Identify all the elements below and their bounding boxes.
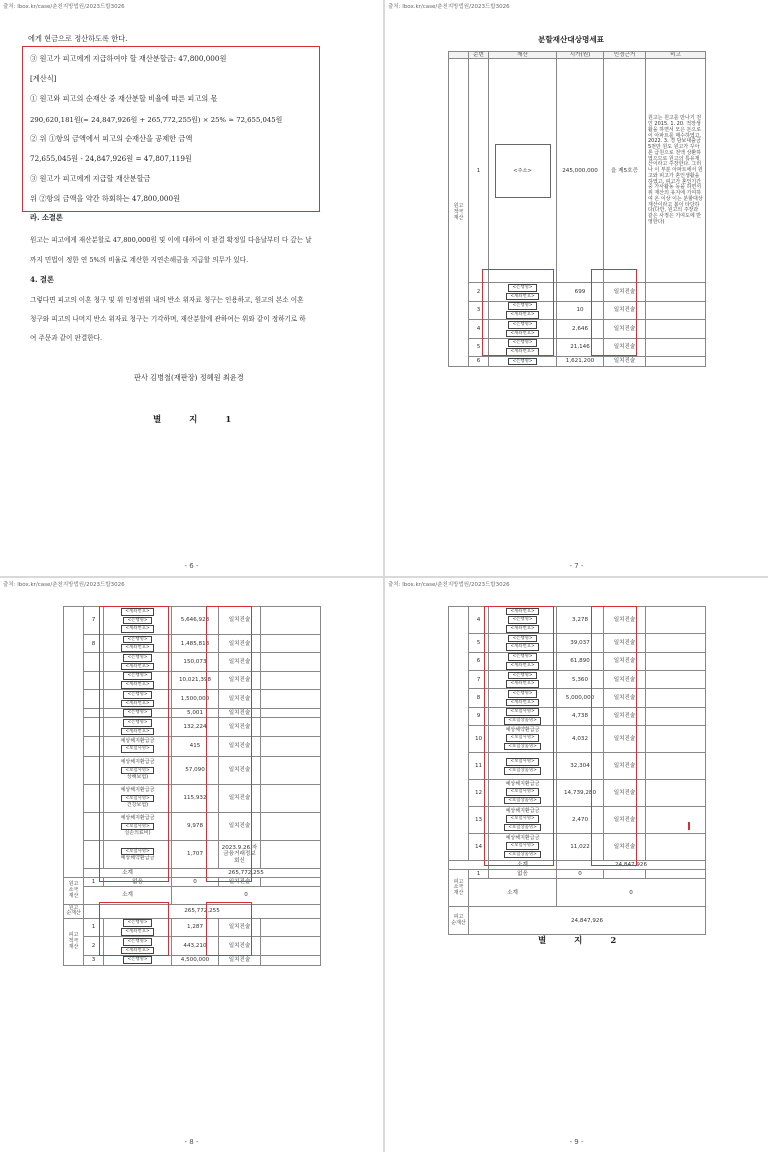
header-no: 순번 xyxy=(469,52,489,59)
asset-cell: <은행명> <계좌번호> xyxy=(104,937,172,955)
calculation-highlight-box xyxy=(22,46,320,212)
subtotal-label: 소계 xyxy=(489,861,557,870)
conclusion-line-1: 그렇다면 피고의 이혼 청구 및 위 인정범위 내의 반소 위자료 청구는 인용하고, 원고의 본소 이혼 xyxy=(30,296,304,304)
annex-1-label: 별 지 1 xyxy=(153,415,232,425)
page-number: - 8 - xyxy=(184,1138,199,1146)
value-cell: 21,146 xyxy=(557,338,604,356)
value-cell: 699 xyxy=(557,283,604,301)
header-blank xyxy=(449,52,469,59)
row-no: 7 xyxy=(84,607,104,635)
basis-cell: 일치진술 xyxy=(219,635,261,653)
asset-cell: <보험사명> <보험상품명> xyxy=(489,753,557,780)
basis-cell: 을 제5호증 xyxy=(604,59,646,283)
asset-highlight-box xyxy=(482,269,554,356)
subtotal-value: 265,772,255 xyxy=(172,868,321,877)
basis-cell: 일치진술 xyxy=(219,653,261,671)
source-header: 출처: lbox.kr/case/춘천지방법원/2023드합3026 xyxy=(3,4,125,10)
section-ra-heading: 라. 소결론 xyxy=(30,213,63,222)
asset-cell: <은행명> xyxy=(489,357,557,367)
defendant-basis-highlight-box xyxy=(206,902,252,956)
net-value: 265,772,255 xyxy=(84,904,321,918)
value-cell: 150,073 xyxy=(172,653,219,671)
subtotal-label: 소계 xyxy=(84,868,172,877)
asset-address-cell: <주소> xyxy=(489,59,557,283)
row-no: 2 xyxy=(469,283,489,301)
asset-table-page8: 7 <계좌번호> <은행명> <계좌번호> 5,646,923 일치진술 8 <은행명> <계좌번호> 1,485,813 일치진술 <은행명> <계좌번호> 150,073 일치진술 <은행명> <계좌번호> 10,021,398 일치진술 <은행명> <계좌번호> 1,500,000 일치진술 <은행명> 5,001 일치진술 <은행명> <계좌번호> 132,224 일치진술 예상해지환급금 <보험사명> 415 일치진술 예상해지환급금 <보험사명> 상해보험) 57,090 일치진술 예상해지환급금 <보험사명> 건강보험) 115,932 일치진술 예상해지환급금 <보험사명> 실손의료비) 9,978 일치진술 <보험사명> 예상해약환급금 1,707 2023.9.26.자 금융거래정보 회신 소계 265,772,255 원고 소극 재산 1 없음 0 일치진술 소계 0 원고 순재산 265,772,255 피고 적극 재산 1 <은행명> <계좌번호> 1,287 일치진술 2 <은행명> <계좌번호> 443,210 일치진술 3 <은행명> 4,500,000 일치진술 xyxy=(63,606,320,966)
basis-highlight-box xyxy=(591,606,637,866)
judges-line: 판사 김병철(재판장) 정혜원 최윤경 xyxy=(134,373,244,382)
box-line-6: 72,655,045원 - 24,847,926원 = 47,807,119원 xyxy=(30,154,192,163)
value-cell: 1,485,813 xyxy=(172,635,219,653)
row-no: 8 xyxy=(84,635,104,653)
asset-cell: <은행명> <계좌번호> xyxy=(489,634,557,652)
basis-cell: 일치진술 xyxy=(604,301,646,319)
asset-cell: <은행명> <계좌번호> xyxy=(104,918,172,936)
asset-cell: 예상해지환급금 <보험사명> 실손의료비) xyxy=(104,812,172,840)
passive-subtotal-value: 0 xyxy=(557,879,706,907)
box-line-8: 위 ②항의 금액을 약간 하회하는 47,800,000원 xyxy=(30,194,181,203)
red-mark xyxy=(688,822,690,830)
group-label-defendant-passive: 피고 소극 재산 xyxy=(449,870,469,907)
subtotal-value: 24,847,926 xyxy=(557,861,706,870)
row-no: 1 xyxy=(469,59,489,283)
box-line-2: [계산식] xyxy=(30,74,57,83)
asset-cell: <은행명> <계좌번호> xyxy=(489,338,557,356)
value-cell: 9,978 xyxy=(172,812,219,840)
asset-cell: <은행명> <계좌번호> xyxy=(489,301,557,319)
basis-cell: 일치진술 xyxy=(219,756,261,784)
value-cell: 1,707 xyxy=(172,840,219,868)
conclusion-line-3: 여 주문과 같이 판결한다. xyxy=(30,334,103,342)
intro-line: 에게 현금으로 정산하도록 한다. xyxy=(28,34,128,43)
asset-cell: <은행명> <계좌번호> xyxy=(489,671,557,689)
section-4-heading: 4. 결론 xyxy=(30,275,54,284)
box-line-7: ③ 원고가 피고에게 지급할 재산분할금 xyxy=(30,174,151,183)
asset-cell: <보험사명> 예상해약환급금 xyxy=(104,840,172,868)
net-value: 24,847,926 xyxy=(469,907,706,935)
row-no: 3 xyxy=(469,301,489,319)
ra-body-line-2: 까지 민법이 정한 연 5%의 비율로 계산한 지연손해금을 지급할 의무가 있다. xyxy=(30,256,249,264)
conclusion-line-2: 청구와 피고의 나머지 반소 위자료 청구는 기각하며, 재산분할에 관하여는 위와 같이 정하기로 하 xyxy=(30,315,306,323)
basis-cell: 일치진술 xyxy=(219,671,261,689)
basis-cell: 일치진술 xyxy=(604,320,646,338)
box-line-4: 290,620,181원(= 24,847,926원 + 265,772,255원) × 25% ≈ 72,655,045원 xyxy=(30,116,283,124)
basis-cell: 일치진술 xyxy=(604,283,646,301)
asset-cell: <보험사명> <보험상품명> xyxy=(489,707,557,725)
row-no: 4 xyxy=(469,320,489,338)
asset-cell: <은행명> <계좌번호> xyxy=(489,689,557,707)
basis-cell: 일치진술 xyxy=(219,607,261,635)
asset-cell: <은행명> xyxy=(104,955,172,965)
row-no: 5 xyxy=(469,338,489,356)
page-number: - 9 - xyxy=(569,1138,584,1146)
asset-cell: <은행명> <계좌번호> xyxy=(104,718,172,736)
box-line-1: ③ 원고가 피고에게 지급하여야 할 재산분할금: 47,800,000원 xyxy=(30,54,227,63)
value-cell: 57,090 xyxy=(172,756,219,784)
basis-cell: 일치진술 xyxy=(219,736,261,756)
basis-cell: 일치진술 xyxy=(604,338,646,356)
value-cell: 245,000,000 xyxy=(557,59,604,283)
basis-cell: 일치진술 xyxy=(219,690,261,708)
asset-cell: <은행명> <계좌번호> xyxy=(489,652,557,670)
page-number: - 7 - xyxy=(569,562,584,570)
basis-cell: 일치진술 xyxy=(219,812,261,840)
group-label-plaintiff-passive: 원고 소극 재산 xyxy=(64,877,84,904)
table-title: 분할재산대상명세표 xyxy=(538,35,605,44)
box-line-5: ② 위 ①항의 금액에서 피고의 순재산을 공제한 금액 xyxy=(30,134,193,143)
group-label-plaintiff-active: 원고 적극 재산 xyxy=(449,59,469,366)
value-cell: 10,021,398 xyxy=(172,671,219,689)
source-header: 출처: lbox.kr/case/춘천지방법원/2023드합3026 xyxy=(388,582,510,588)
asset-cell: <은행명> <계좌번호> xyxy=(489,283,557,301)
asset-cell: 예상해지환급금 <보험사명> <보험상품명> xyxy=(489,780,557,807)
value-cell: 5,646,923 xyxy=(172,607,219,635)
asset-highlight-box xyxy=(484,606,554,866)
header-value: 시가(원) xyxy=(557,52,604,59)
value-cell: 1,500,000 xyxy=(172,690,219,708)
page-8 xyxy=(0,578,383,1152)
page-7 xyxy=(385,0,768,576)
asset-cell: 예상해지환급금 <보험사명> xyxy=(104,736,172,756)
value-cell: 2,646 xyxy=(557,320,604,338)
basis-cell: 일치진술 xyxy=(219,784,261,812)
value-cell: 415 xyxy=(172,736,219,756)
asset-cell: <계좌번호> <은행명> <계좌번호> xyxy=(489,607,557,634)
page-9 xyxy=(385,578,768,1152)
page-number: - 6 - xyxy=(184,562,199,570)
annex-2-label: 별 지 2 xyxy=(538,936,617,946)
basis-cell: 일치진술 xyxy=(604,357,646,367)
page-6 xyxy=(0,0,383,576)
group-label-defendant-active: 피고 적극 재산 xyxy=(64,918,84,965)
asset-cell: <은행명> <계좌번호> xyxy=(489,320,557,338)
header-basis: 인정근거 xyxy=(604,52,646,59)
asset-highlight-box xyxy=(99,606,169,882)
value-cell: 1,621,200 xyxy=(557,357,604,367)
asset-cell: 예상해약환급금 <보험사명> <보험상품명> xyxy=(489,726,557,753)
basis-cell: 일치진술 xyxy=(219,708,261,718)
basis-cell: 2023.9.26.자 금융거래정보 회신 xyxy=(219,840,261,868)
defendant-asset-highlight-box xyxy=(99,902,169,956)
ra-body-line-1: 원고는 피고에게 재산분할로 47,800,000원 및 이에 대하여 이 판결 확정일 다음날부터 다 갚는 날 xyxy=(30,236,312,244)
asset-cell: <은행명> <계좌번호> xyxy=(104,653,172,671)
asset-cell: 예상해지환급금 <보험사명> <보험상품명> xyxy=(489,834,557,861)
source-header: 출처: lbox.kr/case/춘천지방법원/2023드합3026 xyxy=(388,4,510,10)
net-label: 피고 순재산 xyxy=(449,907,469,935)
value-cell: 132,224 xyxy=(172,718,219,736)
asset-cell: 예상해지환급금 <보험사명> 건강보험) xyxy=(104,784,172,812)
asset-cell: <은행명> xyxy=(104,708,172,718)
value-cell: 10 xyxy=(557,301,604,319)
asset-cell: <은행명> <계좌번호> xyxy=(104,671,172,689)
box-line-3: ① 원고와 피고의 순재산 중 재산분할 비율에 따른 피고의 몫 xyxy=(30,94,218,103)
passive-subtotal-value: 0 xyxy=(172,886,321,904)
basis-cell: 일치진술 xyxy=(219,718,261,736)
value-cell: 5,001 xyxy=(172,708,219,718)
row-no: 6 xyxy=(469,357,489,367)
basis-highlight-box xyxy=(591,269,637,356)
asset-cell: 예상해지환급금 <보험사명> 상해보험) xyxy=(104,756,172,784)
source-header: 출처: lbox.kr/case/춘천지방법원/2023드합3026 xyxy=(3,582,125,588)
asset-cell: <은행명> <계좌번호> xyxy=(104,690,172,708)
asset-table-page9: 4 <계좌번호> <은행명> <계좌번호> 3,278 일치진술 5 <은행명> <계좌번호> 39,037 일치진술 6 <은행명> <계좌번호> 61,890 일치진술 7 <은행명> <계좌번호> 5,360 일치진술 8 <은행명> <계좌번호> 5,000,000 일치진술 9 <보험사명> <보험상품명> 4,738 일치진술 10 예상해약환급금 <보험사명> <보험상품명> 4,032 일치진술 11 <보험사명> <보험상품명> 32,304 일치진술 12 예상해지환급금 <보험사명> <보험상품명> 14,739,280 일치진술 13 예상해지환급금 <보험사명> <보험상품명> 2,470 일치진술 14 예상해지환급금 <보험사명> <보험상품명> 11,022 일치진술 소계 24,847,926 피고 소극 재산 1 없음 0 소계 0 피고 순재산 24,847,926 xyxy=(448,606,705,935)
passive-subtotal-label: 소계 xyxy=(469,879,557,907)
net-label: 원고 순재산 xyxy=(64,904,84,918)
note-cell: 원고는 원고를 만나기 전인 2015. 1. 20. 적장생활을 하면서 모은 돈으로 이 아파트를 매수하였고, 2022. 3. 경 담보대출금 5천만 원도 원고가 꾸아톤 급원으로 전액 상환하였으므로 원고의 특유재산이라고 주장한다. 그러나 이 부분 아파트에서 원고와 피고가 혼인생활을 하였고, 피고가 혼인기간 중 가사활동 등을 하면서 위 재산의 유지에 기여하여 온 이상 이는 분할대상재산이라고 봄이 타당하다(다만, 원고의 주장과 같은 사정은 기여도에 반영한다) xyxy=(646,59,706,283)
basis-highlight-box xyxy=(206,606,252,882)
header-note: 비고 xyxy=(646,52,706,59)
asset-cell: <은행명> <계좌번호> xyxy=(104,635,172,653)
asset-cell: <계좌번호> <은행명> <계좌번호> xyxy=(104,607,172,635)
passive-subtotal-label: 소계 xyxy=(84,886,172,904)
asset-cell: 예상해지환급금 <보험사명> <보험상품명> xyxy=(489,807,557,834)
value-cell: 115,932 xyxy=(172,784,219,812)
header-asset: 재산 xyxy=(489,52,557,59)
